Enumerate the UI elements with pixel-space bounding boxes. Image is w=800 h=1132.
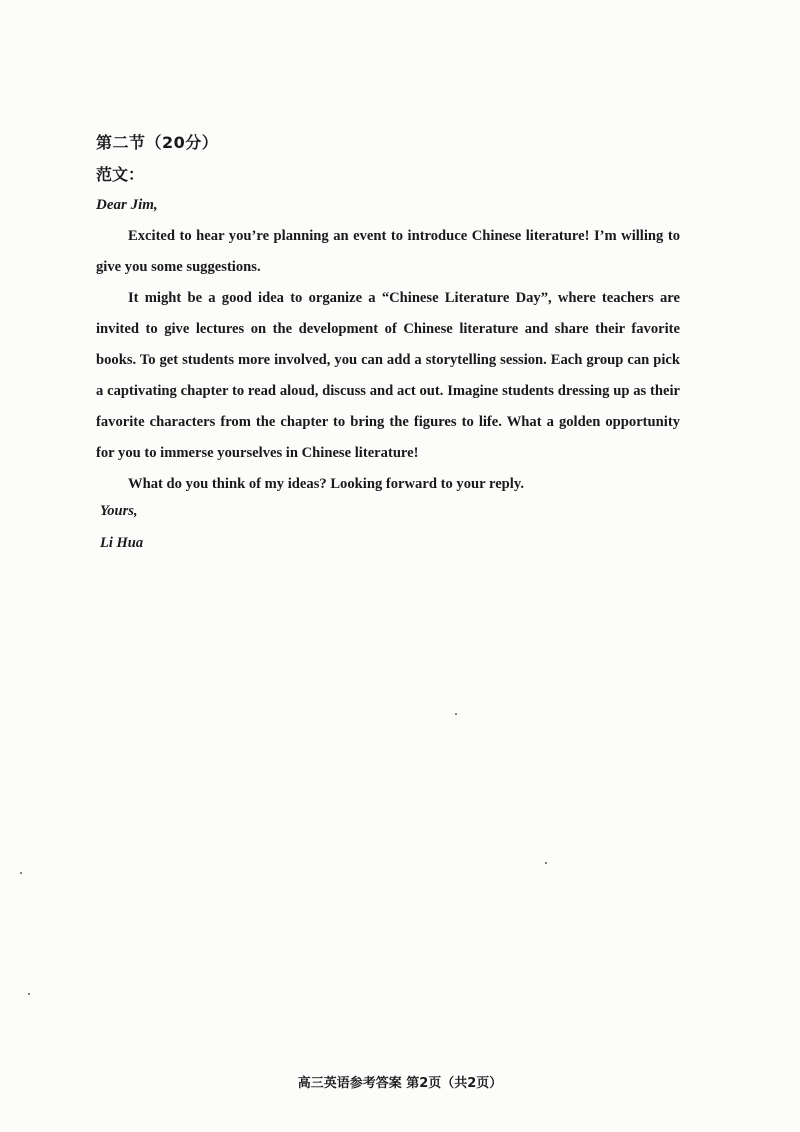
scan-speck [28,993,30,995]
scan-speck [20,872,22,874]
scan-speck [545,862,547,864]
letter-signature: Li Hua [100,535,144,551]
letter-body [96,221,680,500]
letter-paragraph-1: Excited to hear you’re planning an event to introduce Chinese literature! I’m willing to give you some suggestions. [96,228,680,275]
scan-speck [455,713,457,715]
letter-paragraph-2: It might be a good idea to organize a “Chinese Literature Day”, where teachers are invited to give lectures on the development of Chinese literature and share their favorite books. To get students more involved, you can add a storytelling session. Each group can pick a captivating chapter to read aloud, discuss and act out. Imagine students dressing up as their favorite characters from the chapter to bring the figures to life. What a golden opportunity for you to immerse yourselves in Chinese literature! [96,290,680,461]
page-footer: 高三英语参考答案 第2页（共2页） [297,1076,503,1091]
letter-paragraph-3: What do you think of my ideas? Looking forward to your reply. [128,476,524,492]
letter-closing: Yours, [100,503,138,519]
letter-salutation: Dear Jim, [96,197,158,213]
essay-label: 范文： [96,165,145,184]
section-heading: 第二节（20分） [96,133,219,152]
